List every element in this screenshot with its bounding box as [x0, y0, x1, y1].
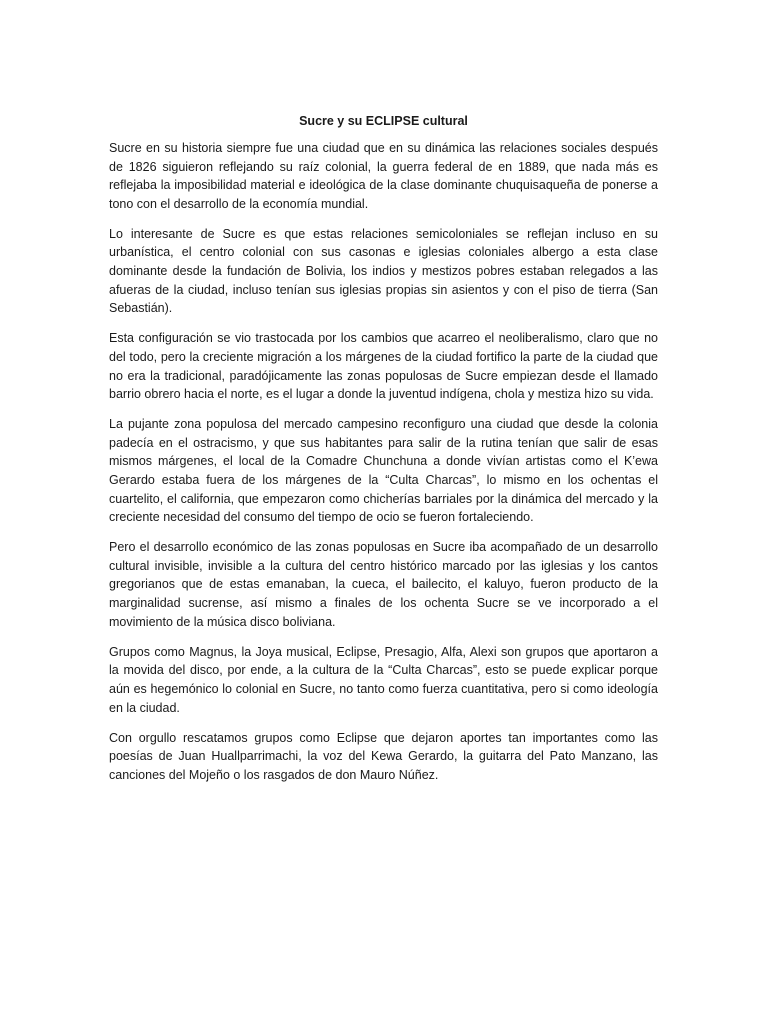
paragraph-6: Grupos como Magnus, la Joya musical, Eclipse, Presagio, Alfa, Alexi son grupos que aportaron a la movida del disco, por ende, a la cultura de la “Culta Charcas”, esto se puede explicar porque aún es hegemónico lo colonial en Sucre, no tanto como fuerza cuantitativa, pero si como ideología en la ciudad.	[109, 644, 658, 715]
paragraph-2: Lo interesante de Sucre es que estas relaciones semicoloniales se reflejan incluso en su urbanística, el centro colonial con sus casonas e iglesias coloniales albergo a esta clase dominante desde la fundación de Bolivia, los indios y mestizos pobres estaban relegados a las afueras de la ciudad, incluso tenían sus iglesias propias sin asientos y con el piso de tierra (San Sebastián).	[109, 226, 658, 316]
paragraph-1: Sucre en su historia siempre fue una ciudad que en su dinámica las relaciones sociales después de 1826 siguieron reflejando su raíz colonial, la guerra federal de en 1889, que nada más es reflejaba la imposibilidad material e ideológica de la clase dominante chuquisaqueña de ponerse a tono con el desarrollo de la economía mundial.	[109, 141, 658, 211]
paragraph-3: Esta configuración se vio trastocada por los cambios que acarreo el neoliberalismo, claro que no del todo, pero la creciente migración a los márgenes de la ciudad fortifico la parte de la ciudad que no era la tradicional, paradójicamente las zonas populosas de Sucre empiezan desde el llamado barrio obrero hacia el norte, es el lugar a donde la juventud indígena, chola y mestiza hizo su vida.	[109, 331, 658, 402]
paragraph-5: Pero el desarrollo económico de las zonas populosas en Sucre iba acompañado de un desarrollo cultural invisible, invisible a la cultura del centro histórico marcado por las iglesias y los cantos gregorianos que de estas emanaban, la cueca, el bailecito, el kaluyo, fueron producto de la marginalidad sucrense, así mismo a finales de los ochenta Sucre se ve incorporado a el movimiento de la música disco boliviana.	[109, 540, 658, 629]
document-title: Sucre y su ECLIPSE cultural	[299, 114, 468, 128]
paragraph-4: La pujante zona populosa del mercado campesino reconfiguro una ciudad que desde la colonia padecía en el ostracismo, y que sus habitantes para salir de la rutina tenían que salir de esas mismos márgenes, el local de la Comadre Chunchuna a donde vivían artistas como el K’ewa Gerardo estaba fuera de los márgenes de la “Culta Charcas”, lo mismo en los ochentas el cuartelito, el california, que empezaron como chicherías barriales por la dinámica del mercado y la creciente necesidad del consumo del tiempo de ocio se fueron fortaleciendo.	[109, 417, 658, 525]
paragraph-7: Con orgullo rescatamos grupos como Eclipse que dejaron aportes tan importantes como las poesías de Juan Huallparrimachi, la voz del Kewa Gerardo, la guitarra del Pato Manzano, las canciones del Mojeño o los rasgados de don Mauro Núñez.	[109, 730, 658, 782]
document-page	[109, 112, 658, 796]
